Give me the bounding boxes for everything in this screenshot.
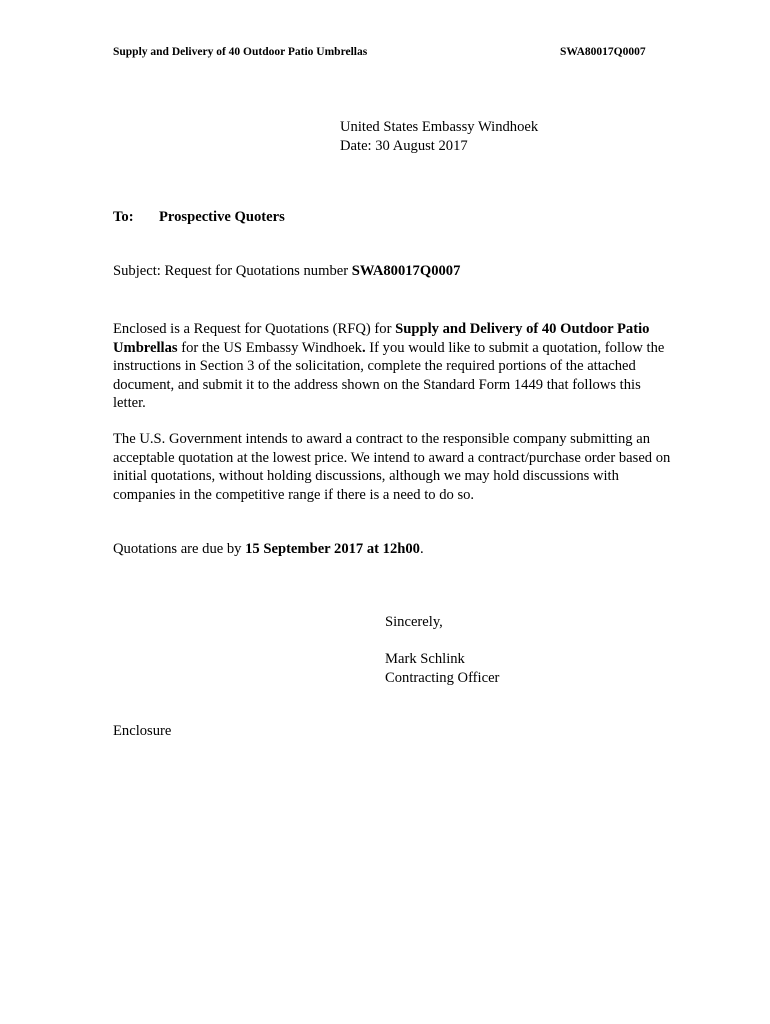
body-paragraph-1: [113, 320, 673, 413]
subject-line: [113, 263, 460, 280]
signatory-name: Mark Schlink: [385, 651, 465, 667]
header-reference: SWA80017Q0007: [560, 46, 646, 58]
recipient-label: To:: [113, 209, 134, 225]
sender-organization: United States Embassy Windhoek: [340, 119, 539, 135]
letter-date: Date: 30 August 2017: [340, 138, 468, 154]
recipient-value: Prospective Quoters: [159, 209, 285, 225]
subject-number: SWA80017Q0007: [351, 263, 461, 279]
body-paragraph-2: The U.S. Government intends to award a contract to the responsible company submitting an acceptable quotation at the lowest price. We intend to award a contract/purchase order based on initial quotations, without holding discussions, although we may hold discussions with companies in the competitive range if there is a need to do so.: [113, 431, 671, 503]
due-prefix: Quotations are due by: [113, 541, 246, 557]
p1-text-a: Enclosed is a Request for Quotations (RFQ) for: [113, 321, 396, 337]
due-date-line: [113, 541, 424, 558]
signatory-title: Contracting Officer: [385, 670, 500, 686]
enclosure-note: Enclosure: [113, 723, 172, 739]
p1-text-b: for the US Embassy Windhoek: [177, 339, 362, 356]
p1-text-c: If you would like to submit a quotation, follow the instructions in Section 3 of the solicitation, complete the required portions of the attached document, and submit it to the address shown on the Standard Form 1449 that follows this letter.: [113, 339, 665, 412]
p1-bold-title: Supply and Delivery of 40 Outdoor Patio Umbrellas: [113, 321, 650, 356]
sender-block: [340, 118, 538, 156]
due-date: 15 September 2017 at 12h00: [245, 541, 420, 557]
signature-block: [385, 650, 499, 688]
due-suffix: .: [419, 541, 424, 557]
header-title: Supply and Delivery of 40 Outdoor Patio Umbrellas: [113, 46, 368, 58]
p1-period: .: [361, 339, 366, 356]
closing-salutation: Sincerely,: [385, 614, 443, 630]
recipient-line: [113, 209, 285, 226]
subject-prefix: Subject: Request for Quotations number: [113, 263, 352, 279]
